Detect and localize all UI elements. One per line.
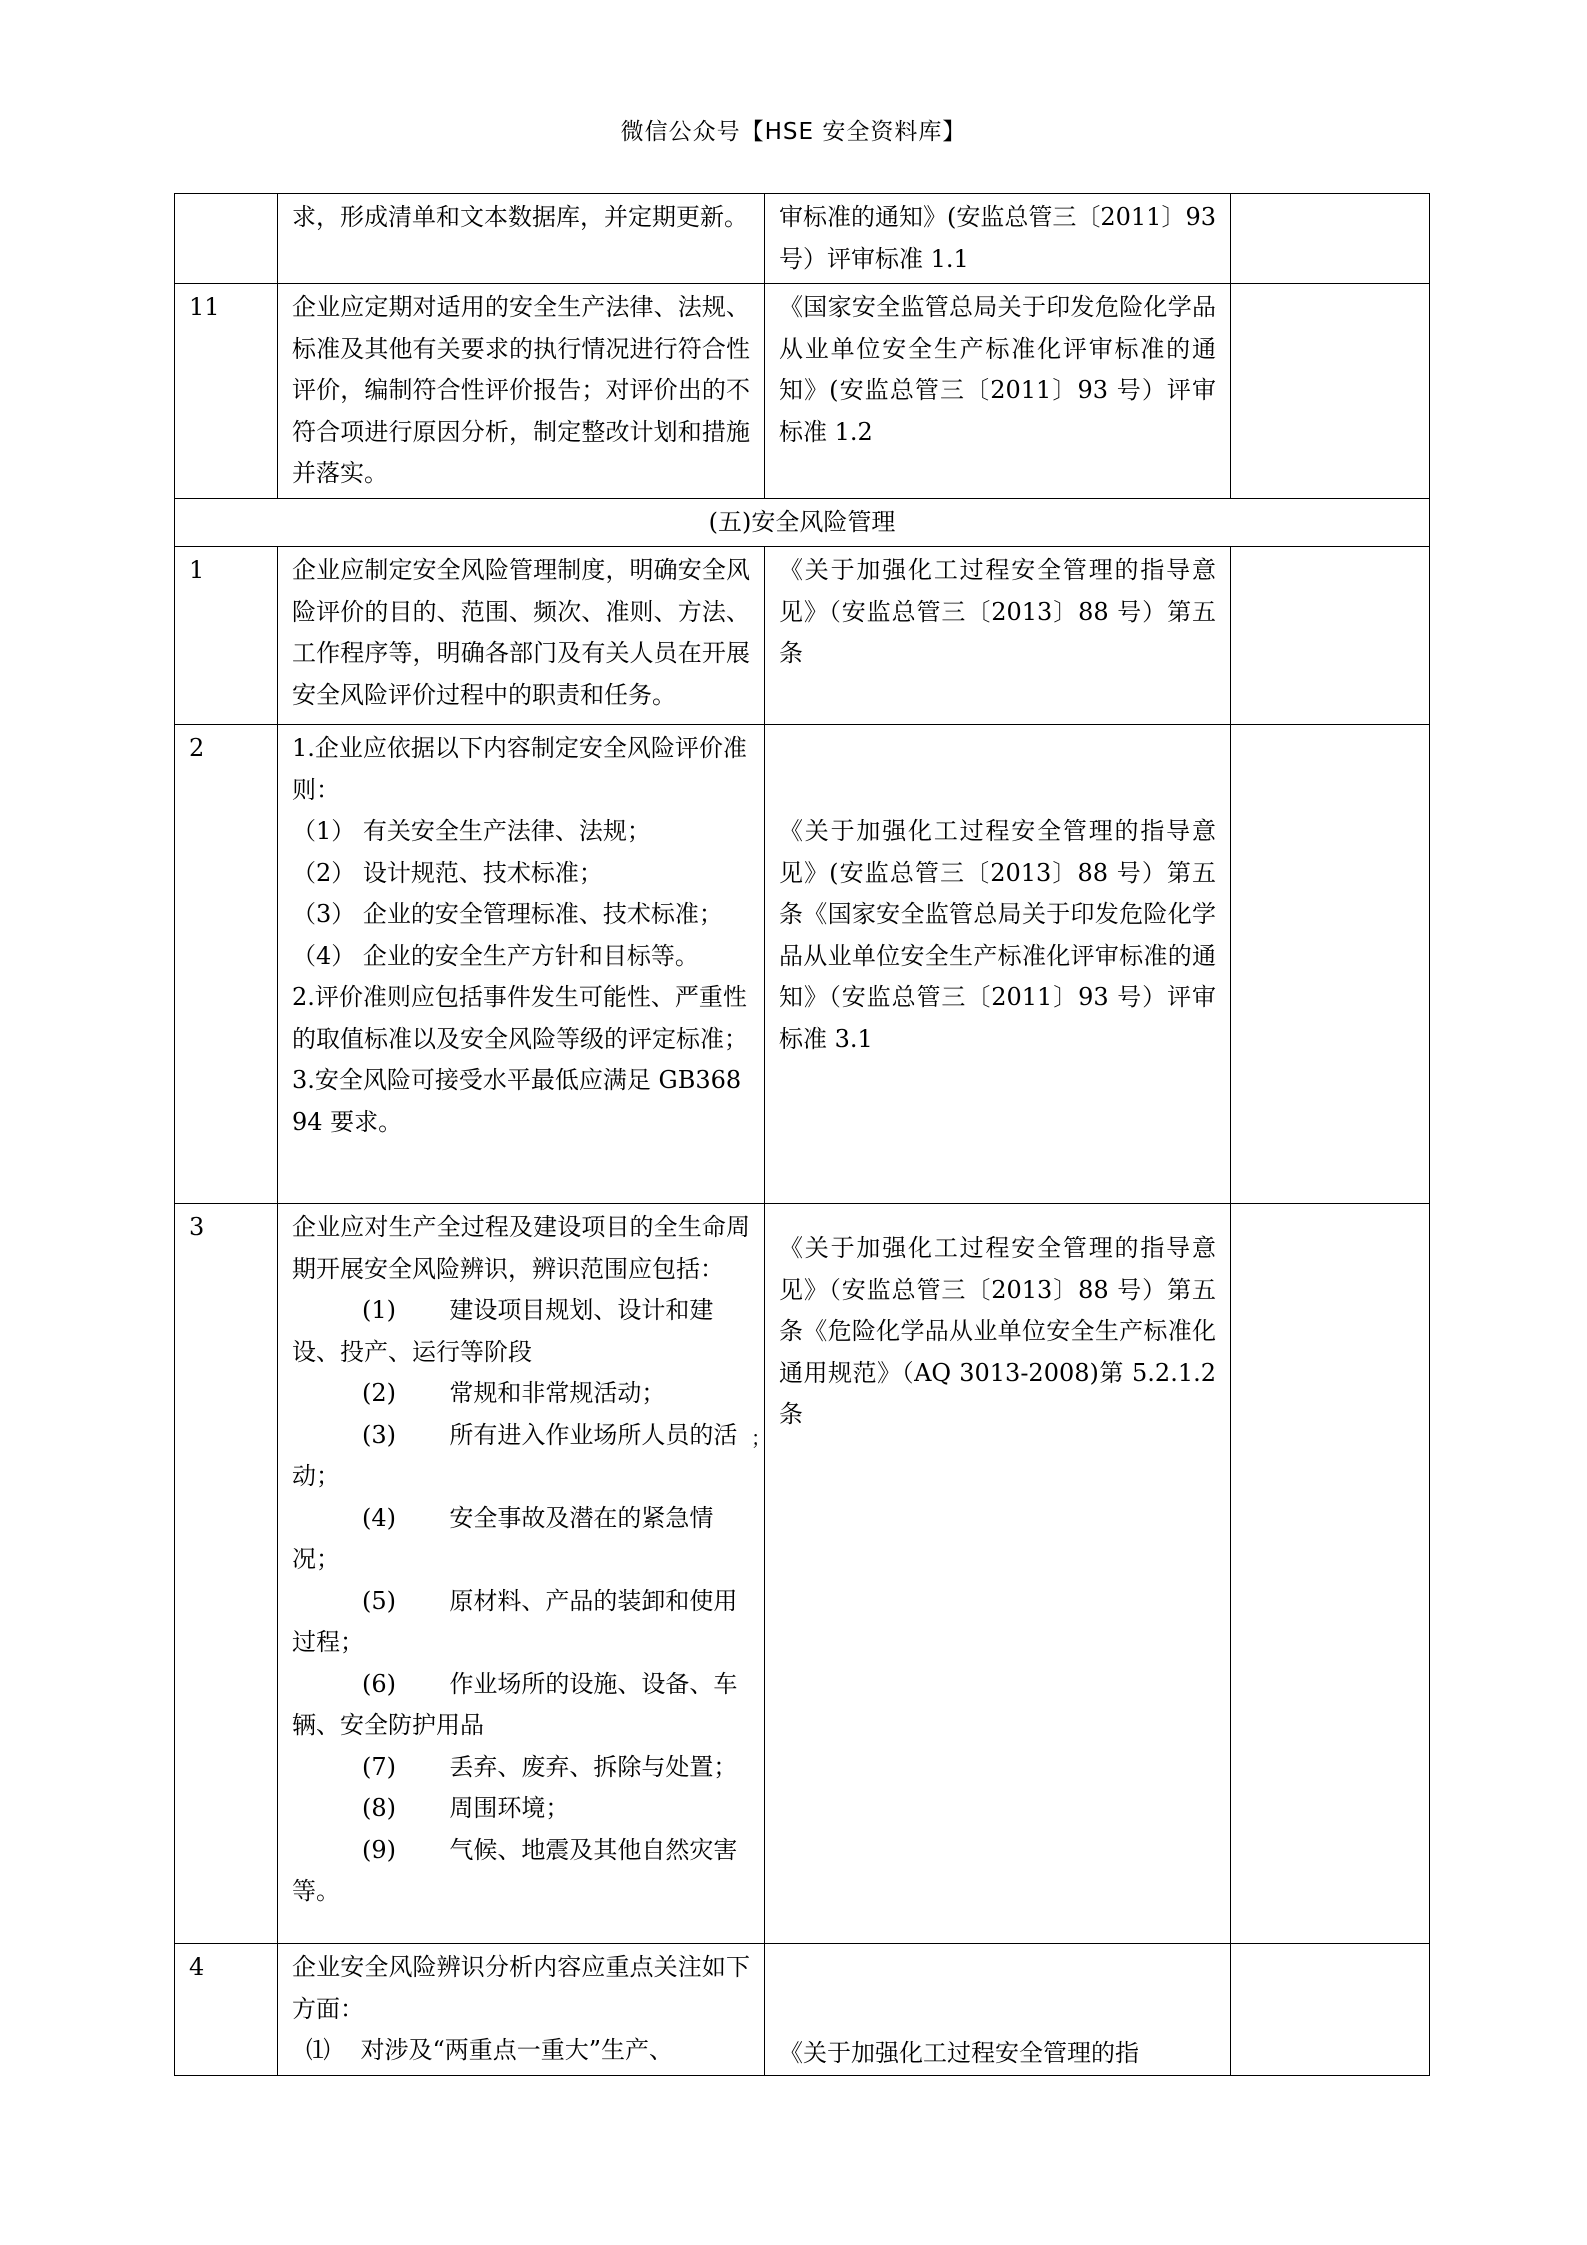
- row-number: 2: [175, 725, 278, 1204]
- requirement-text: 企业应制定安全风险管理制度，明确安全风险评价的目的、范围、频次、准则、方法、工作程序等，明确各部门及有关人员在开展安全风险评价过程中的职责和任务。: [292, 556, 750, 709]
- basis-cell: [765, 284, 1231, 499]
- requirement-item: (3) 所有进入作业场所人员的活动；: [292, 1420, 738, 1490]
- requirement-text: 2.评价准则应包括事件发生可能性、严重性的取值标准以及安全风险等级的评定标准；: [292, 983, 748, 1053]
- requirement-item: (7) 丢弃、废弃、拆除与处置；: [362, 1752, 738, 1781]
- basis-cell: [765, 194, 1231, 284]
- section-title: (五)安全风险管理: [175, 498, 1430, 547]
- remark-cell: [1231, 194, 1430, 284]
- requirement-item: (4) 安全事故及潜在的紧急情况；: [292, 1503, 714, 1573]
- row-number: [175, 194, 278, 284]
- row-number: 3: [175, 1204, 278, 1944]
- row-number: 11: [175, 284, 278, 499]
- basis-cell: [751, 1204, 1231, 1944]
- requirement-text: 求，形成清单和文本数据库，并定期更新。: [292, 203, 748, 231]
- basis-text: 审标准的通知》(安监总管三〔2011〕93 号）评审标准 1.1: [779, 203, 1216, 273]
- requirement-cell: [278, 1944, 765, 2076]
- table-row: [175, 284, 1430, 499]
- page-header: 微信公众号【HSE 安全资料库】: [620, 119, 967, 145]
- requirement-cell: [278, 194, 765, 284]
- requirement-item: (6) 作业场所的设施、设备、车辆、安全防护用品: [292, 1669, 738, 1739]
- requirement-text: 企业应对生产全过程及建设项目的全生命周期开展安全风险辨识，辨识范围应包括：: [292, 1213, 750, 1283]
- requirements-table: [174, 193, 1430, 2076]
- requirement-item: （3） 企业的安全管理标准、技术标准；: [292, 900, 723, 928]
- requirement-text: 企业安全风险辨识分析内容应重点关注如下方面：: [292, 1953, 750, 2023]
- requirement-item: （4） 企业的安全生产方针和目标等。: [292, 941, 699, 970]
- table-row: [175, 1944, 1430, 2076]
- requirement-text: 1.企业应依据以下内容制定安全风险评价准则：: [292, 734, 747, 804]
- remark-cell: [1231, 725, 1430, 1204]
- basis-cell: [765, 1944, 1231, 2076]
- basis-text: 《关于加强化工过程安全管理的指导意见》（安监总管三〔2013〕88 号）第五条《危险化学品从业单位安全生产标准化通用规范》（AQ 3013-2008)第 5.2.1.2 条: [779, 1234, 1216, 1428]
- requirement-cell: [278, 725, 765, 1204]
- basis-text: 《关于加强化工过程安全管理的指: [779, 2039, 1139, 2067]
- requirement-cell: [278, 284, 765, 499]
- requirement-item: （1） 有关安全生产法律、法规；: [292, 817, 651, 845]
- basis-text: 《国家安全监管总局关于印发危险化学品从业单位安全生产标准化评审标准的通知》(安监总管三〔2011〕93 号）评审标准 1.2: [779, 293, 1216, 446]
- requirement-cell: [278, 1204, 765, 1944]
- basis-cell: [765, 725, 1231, 1204]
- requirement-item: (1) 建设项目规划、设计和建设、投产、运行等阶段: [292, 1296, 714, 1366]
- table-row: [175, 1204, 1430, 1944]
- table-row: [175, 194, 1430, 284]
- requirement-cell: [278, 547, 765, 725]
- stray-mark: ；: [751, 1426, 771, 1450]
- table-row: [175, 547, 1430, 725]
- remark-cell: [1231, 1944, 1430, 2076]
- remark-cell: [1231, 547, 1430, 725]
- basis-text: 《关于加强化工过程安全管理的指导意见》（安监总管三〔2013〕88 号）第五条: [779, 556, 1216, 667]
- requirement-item: (8) 周围环境；: [362, 1794, 570, 1822]
- basis-text: 《关于加强化工过程安全管理的指导意见》(安监总管三〔2013〕88 号）第五条《国家安全监管总局关于印发危险化学品从业单位安全生产标准化评审标准的通知》（安监总管三〔2011〕93 号）评审标准 3.1: [779, 817, 1216, 1053]
- requirement-text: 3.安全风险可接受水平最低应满足 GB36894 要求。: [292, 1066, 742, 1136]
- row-number: 1: [175, 547, 278, 725]
- table-row: [175, 725, 1430, 1204]
- requirement-item: ⑴ 对涉及“两重点一重大”生产、: [306, 2036, 674, 2064]
- remark-cell: [1231, 1204, 1430, 1944]
- requirement-item: (9) 气候、地震及其他自然灾害等。: [292, 1835, 738, 1905]
- requirement-item: （2） 设计规范、技术标准；: [292, 858, 603, 887]
- basis-cell: [765, 547, 1231, 725]
- requirement-item: (2) 常规和非常规活动；: [362, 1379, 666, 1407]
- section-row: [175, 498, 1430, 547]
- requirement-item: (5) 原材料、产品的装卸和使用过程；: [292, 1586, 738, 1656]
- requirement-text: 企业应定期对适用的安全生产法律、法规、标准及其他有关要求的执行情况进行符合性评价，编制符合性评价报告；对评价出的不符合项进行原因分析，制定整改计划和措施并落实。: [292, 293, 750, 487]
- row-number: 4: [175, 1944, 278, 2076]
- remark-cell: [1231, 284, 1430, 499]
